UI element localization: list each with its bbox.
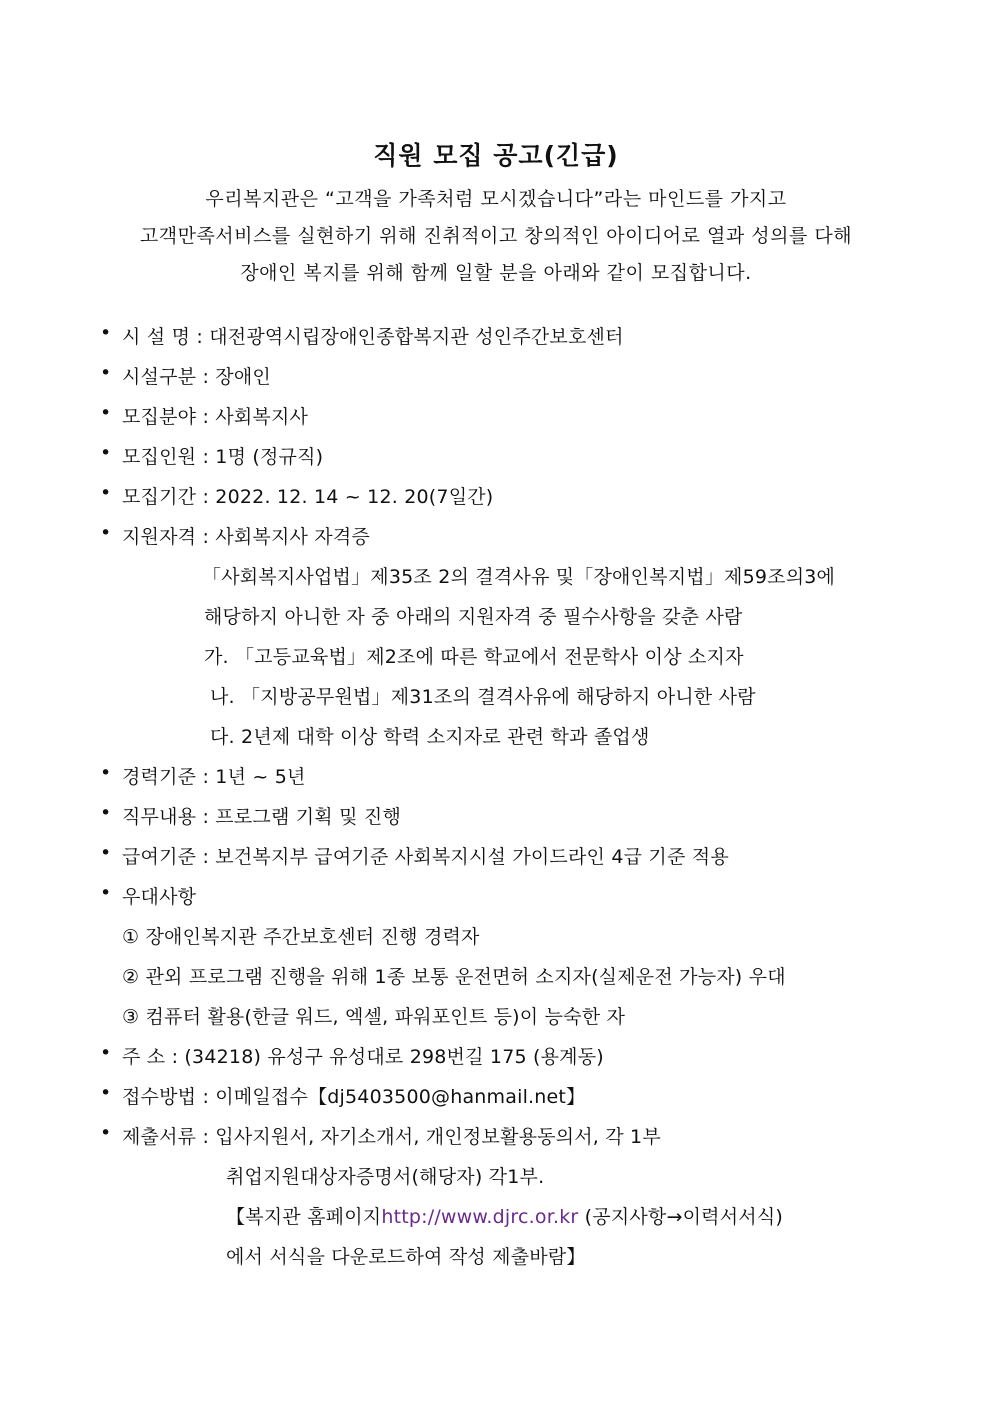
headcount: 모집인원 : 1명 (정규직) bbox=[122, 446, 324, 468]
bullet-icon: • bbox=[100, 402, 112, 424]
bullet-icon: • bbox=[100, 482, 112, 504]
preference-item: ① 장애인복지관 주간보호센터 진행 경력자 bbox=[122, 926, 480, 948]
page-title: 직원 모집 공고(긴급) bbox=[373, 141, 619, 170]
bullet-icon: • bbox=[100, 1042, 112, 1064]
qualification-detail: 해당하지 아니한 자 중 아래의 지원자격 중 필수사항을 갖춘 사람 bbox=[204, 606, 743, 628]
qualification-detail: 「사회복지사업법」제35조 2의 결격사유 및「장애인복지법」제59조의3에 bbox=[202, 566, 836, 588]
qualification-detail: 나. 「지방공무원법」제31조의 결격사유에 해당하지 아니한 사람 bbox=[210, 686, 756, 708]
job-duties: 직무내용 : 프로그램 기획 및 진행 bbox=[122, 806, 402, 828]
facility-type: 시설구분 : 장애인 bbox=[122, 366, 271, 388]
bullet-icon: • bbox=[100, 842, 112, 864]
bullet-icon: • bbox=[100, 802, 112, 824]
bullet-icon: • bbox=[100, 522, 112, 544]
bullet-icon: • bbox=[100, 442, 112, 464]
qualification-detail: 다. 2년제 대학 이상 학력 소지자로 관련 학과 졸업생 bbox=[210, 726, 650, 748]
intro-line-2: 고객만족서비스를 실현하기 위해 진취적이고 창의적인 아이디어로 열과 성의를 다해 bbox=[139, 225, 853, 247]
preference-item: ③ 컴퓨터 활용(한글 워드, 엑셀, 파워포인트 등)이 능숙한 자 bbox=[122, 1006, 626, 1028]
qualification: 지원자격 : 사회복지사 자격증 bbox=[122, 526, 370, 548]
career-requirement: 경력기준 : 1년 ~ 5년 bbox=[122, 766, 306, 788]
download-notice: 에서 서식을 다운로드하여 작성 제출바람】 bbox=[226, 1246, 586, 1268]
homepage-notice-prefix: 【복지관 홈페이지 bbox=[226, 1206, 382, 1228]
recruit-period: 모집기간 : 2022. 12. 14 ~ 12. 20(7일간) bbox=[122, 486, 494, 508]
preference-item: ② 관외 프로그램 진행을 위해 1종 보통 운전면허 소지자(실제운전 가능자) 우대 bbox=[122, 966, 786, 988]
qualification-detail: 가. 「고등교육법」제2조에 따른 학교에서 전문학사 이상 소지자 bbox=[204, 646, 744, 668]
bullet-icon: • bbox=[100, 362, 112, 384]
preference-heading: 우대사항 bbox=[122, 886, 197, 908]
required-documents: 제출서류 : 입사지원서, 자기소개서, 개인정보활용동의서, 각 1부 bbox=[122, 1126, 661, 1148]
required-documents-line: 취업지원대상자증명서(해당자) 각1부. bbox=[226, 1166, 545, 1188]
salary-standard: 급여기준 : 보건복지부 급여기준 사회복지시설 가이드라인 4급 기준 적용 bbox=[122, 846, 729, 868]
bullet-icon: • bbox=[100, 322, 112, 344]
facility-name: 시 설 명 : 대전광역시립장애인종합복지관 성인주간보호센터 bbox=[122, 326, 624, 348]
intro-line-3: 장애인 복지를 위해 함께 일할 분을 아래와 같이 모집합니다. bbox=[240, 262, 752, 284]
bullet-icon: • bbox=[100, 1082, 112, 1104]
bullet-icon: • bbox=[100, 1122, 112, 1144]
bullet-icon: • bbox=[100, 762, 112, 784]
bullet-icon: • bbox=[100, 882, 112, 904]
recruit-field: 모집분야 : 사회복지사 bbox=[122, 406, 309, 428]
homepage-notice bbox=[226, 1202, 783, 1229]
intro-line-1: 우리복지관은 “고객을 가족처럼 모시겠습니다”라는 마인드를 가지고 bbox=[205, 188, 787, 210]
homepage-notice-suffix: (공지사항→이력서서식) bbox=[578, 1206, 783, 1228]
homepage-link[interactable]: http://www.djrc.or.kr bbox=[381, 1206, 579, 1228]
application-method: 접수방법 : 이메일접수【dj5403500@hanmail.net】 bbox=[122, 1086, 586, 1108]
address: 주 소 : (34218) 유성구 유성대로 298번길 175 (용계동) bbox=[122, 1046, 604, 1068]
